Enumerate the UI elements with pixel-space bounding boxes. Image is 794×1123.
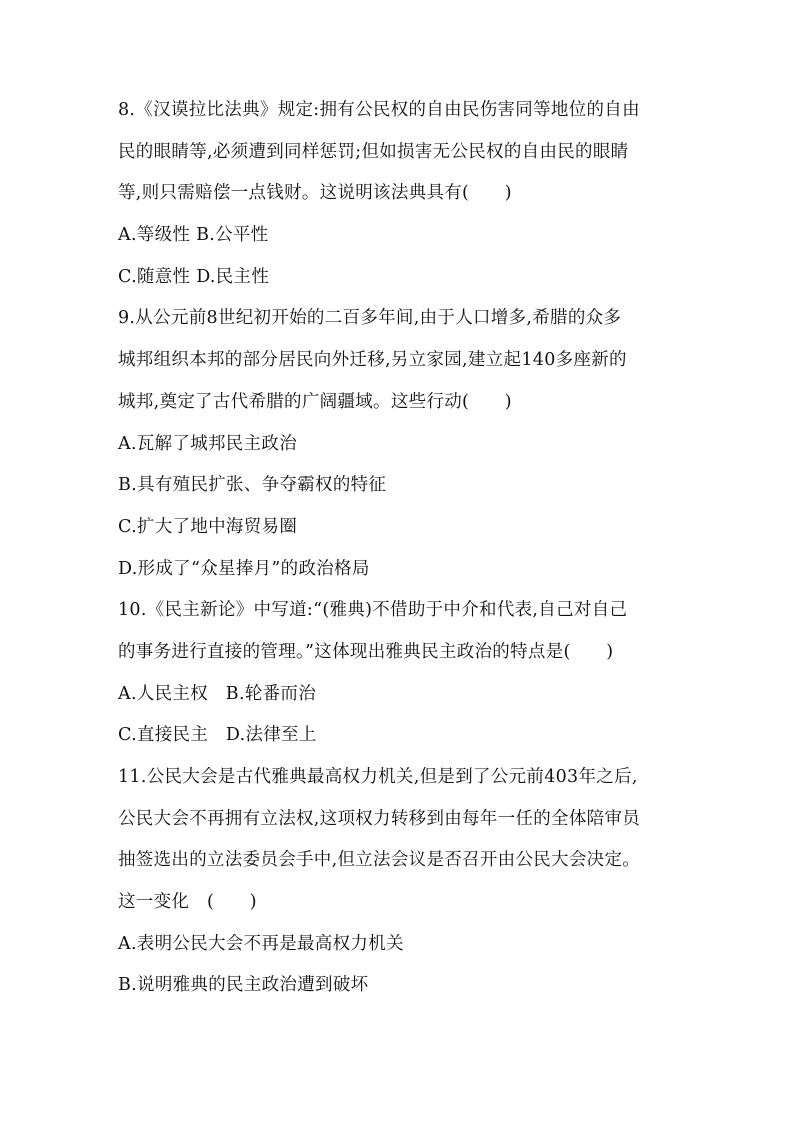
q9-option-d: D.形成了“众星捧月”的政治格局 — [118, 558, 370, 579]
q8-options-ab: A.等级性 B.公平性 — [118, 225, 269, 246]
q9-option-b: B.具有殖民扩张、争夺霸权的特征 — [118, 475, 387, 496]
document-body — [118, 100, 678, 1017]
q10-text-line-1: 10.《民主新论》中写道:“(雅典)不借助于中介和代表,自己对自己 — [118, 600, 628, 621]
q10-options-ab: A.人民主权 B.轮番而治 — [118, 683, 317, 704]
q11-option-a: A.表明公民大会不再是最高权力机关 — [118, 933, 404, 954]
q9-text-line-3: 城邦,奠定了古代希腊的广阔疆域。这些行动( ) — [118, 391, 512, 412]
q8-text-line-1: 8.《汉谟拉比法典》规定:拥有公民权的自由民伤害同等地位的自由 — [118, 100, 640, 120]
q10-options-cd: C.直接民主 D.法律至上 — [118, 725, 317, 746]
q9-option-c: C.扩大了地中海贸易圈 — [118, 516, 298, 537]
q11-text-line-2: 公民大会不再拥有立法权,这项权力转移到由每年一任的全体陪审员 — [118, 808, 641, 829]
q8-options-cd: C.随意性 D.民主性 — [118, 266, 270, 287]
q11-text-line-1: 11.公民大会是古代雅典最高权力机关,但是到了公元前403年之后, — [118, 767, 638, 787]
q8-text-line-2: 民的眼睛等,必须遭到同样惩罚;但如损害无公民权的自由民的眼睛 — [118, 141, 629, 162]
q11-text-line-3: 抽签选出的立法委员会手中,但立法会议是否召开由公民大会决定。 — [118, 850, 641, 871]
q9-text-line-2: 城邦组织本邦的部分居民向外迁移,另立家园,建立起140多座新的 — [118, 350, 627, 371]
q8-text-line-3: 等,则只需赔偿一点钱财。这说明该法典具有( ) — [118, 183, 512, 204]
q11-option-b: B.说明雅典的民主政治遭到破坏 — [118, 975, 369, 996]
q10-text-line-2: 的事务进行直接的管理。”这体现出雅典民主政治的特点是( ) — [118, 641, 614, 662]
q11-text-line-4: 这一变化 ( ) — [118, 892, 257, 913]
q9-text-line-1: 9.从公元前8世纪初开始的二百多年间,由于人口增多,希腊的众多 — [118, 308, 622, 329]
q9-option-a: A.瓦解了城邦民主政治 — [118, 433, 297, 454]
